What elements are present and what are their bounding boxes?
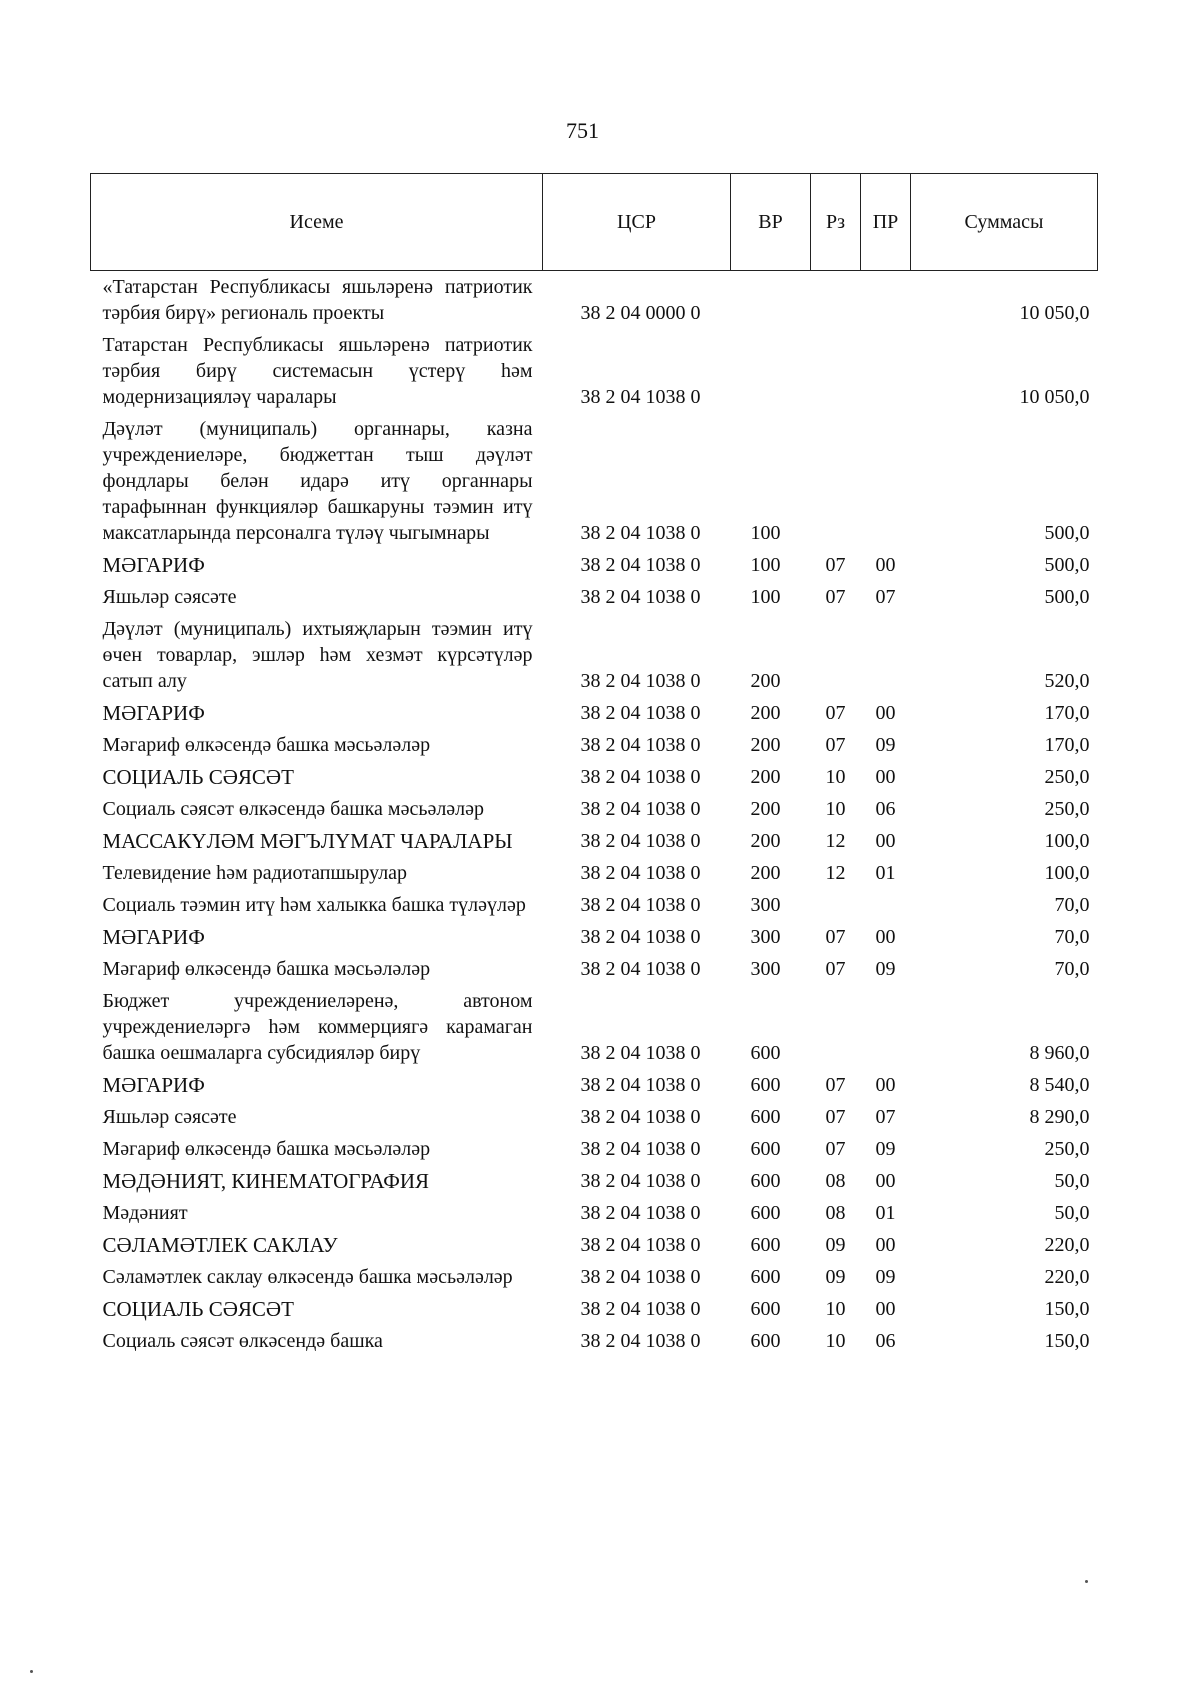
cell-sum: 250,0 — [1044, 766, 1090, 788]
cell-rz: 07 — [825, 926, 846, 948]
cell-vr: 200 — [750, 830, 781, 852]
cell-sum: 220,0 — [1044, 1266, 1090, 1288]
cell-vr: 600 — [750, 1298, 781, 1320]
cell-name: Социаль сәясәт өлкәсендә башка — [102, 1330, 383, 1352]
cell-csr: 38 2 04 1038 0 — [580, 586, 701, 608]
table-row — [91, 1133, 1098, 1165]
cell-rz — [811, 889, 861, 921]
cell-name: Мәдәният — [102, 1202, 188, 1224]
cell-sum: 170,0 — [1044, 734, 1090, 756]
cell-vr: 200 — [750, 734, 781, 756]
cell-name: МӘГАРИФ — [102, 1073, 205, 1097]
table-row — [91, 1197, 1098, 1229]
cell-vr: 300 — [750, 958, 781, 980]
table-row — [91, 1101, 1098, 1133]
cell-sum: 220,0 — [1044, 1234, 1090, 1256]
cell-rz: 07 — [825, 1074, 846, 1096]
cell-csr: 38 2 04 0000 0 — [580, 302, 701, 324]
cell-vr: 200 — [750, 766, 781, 788]
cell-rz: 10 — [825, 766, 846, 788]
cell-rz — [811, 413, 861, 549]
cell-name: Социаль тәэмин итү һәм халыкка башка түләүләр — [102, 894, 526, 916]
cell-sum: 250,0 — [1044, 1138, 1090, 1160]
cell-sum: 10 050,0 — [1019, 386, 1090, 408]
header-vr: ВР — [731, 174, 811, 271]
cell-rz: 07 — [825, 958, 846, 980]
table-row — [91, 329, 1098, 413]
cell-vr: 100 — [750, 522, 781, 544]
cell-pr — [861, 889, 911, 921]
cell-vr — [731, 271, 811, 330]
table-row — [91, 921, 1098, 953]
cell-csr: 38 2 04 1038 0 — [580, 894, 701, 916]
cell-sum: 100,0 — [1044, 830, 1090, 852]
cell-pr: 07 — [875, 1106, 896, 1128]
cell-pr: 06 — [875, 798, 896, 820]
cell-sum: 170,0 — [1044, 702, 1090, 724]
cell-rz: 10 — [825, 798, 846, 820]
cell-sum: 70,0 — [1054, 926, 1090, 948]
cell-pr: 06 — [875, 1330, 896, 1352]
page-number: 751 — [566, 118, 599, 143]
cell-rz — [811, 271, 861, 330]
cell-name: МАССАКҮЛӘМ МӘГЪЛҮМАТ ЧАРАЛАРЫ — [102, 829, 513, 853]
cell-csr: 38 2 04 1038 0 — [580, 554, 701, 576]
cell-rz: 07 — [825, 1138, 846, 1160]
header-sum: Суммасы — [911, 174, 1098, 271]
table-row — [91, 1293, 1098, 1325]
cell-pr: 09 — [875, 1138, 896, 1160]
cell-rz: 12 — [825, 862, 846, 884]
cell-pr — [861, 413, 911, 549]
cell-pr: 09 — [875, 958, 896, 980]
cell-pr: 00 — [875, 1234, 896, 1256]
header-name: Исеме — [91, 174, 543, 271]
table-row — [91, 613, 1098, 697]
cell-pr: 00 — [875, 1170, 896, 1192]
table-row — [91, 889, 1098, 921]
cell-sum: 100,0 — [1044, 862, 1090, 884]
cell-csr: 38 2 04 1038 0 — [580, 798, 701, 820]
cell-pr: 00 — [875, 926, 896, 948]
cell-rz: 07 — [825, 734, 846, 756]
cell-name: МӘГАРИФ — [102, 553, 205, 577]
cell-pr: 00 — [875, 766, 896, 788]
scan-speck — [30, 1670, 33, 1673]
table-row — [91, 581, 1098, 613]
cell-name: МӘГАРИФ — [102, 925, 205, 949]
table-header-row — [91, 174, 1098, 271]
table-row — [91, 985, 1098, 1069]
table-row — [91, 1069, 1098, 1101]
header-pr: ПР — [861, 174, 911, 271]
table-row — [91, 857, 1098, 889]
table-row — [91, 697, 1098, 729]
cell-rz: 09 — [825, 1234, 846, 1256]
cell-csr: 38 2 04 1038 0 — [580, 958, 701, 980]
table-body — [91, 271, 1098, 1358]
cell-name: Дәүләт (муниципаль) органнары, казна учреждениеләре, бюджеттан тыш дәүләт фондлары белән идарә итү органнары тарафыннан функцияләр башкаруны тәэмин итү максатларында персоналга түләү чыгымнары — [102, 418, 533, 544]
cell-name: Сәламәтлек саклау өлкәсендә башка мәсьәләләр — [102, 1266, 513, 1288]
cell-rz: 07 — [825, 702, 846, 724]
cell-name: СӘЛАМӘТЛЕК САКЛАУ — [102, 1233, 338, 1257]
table-row — [91, 825, 1098, 857]
cell-csr: 38 2 04 1038 0 — [580, 1042, 701, 1064]
cell-sum: 50,0 — [1054, 1170, 1090, 1192]
table-row — [91, 413, 1098, 549]
cell-pr: 07 — [875, 586, 896, 608]
cell-vr: 600 — [750, 1266, 781, 1288]
cell-name: Татарстан Республикасы яшьләренә патриотик тәрбия бирү системасын үстерү һәм модернизацияләү чаралары — [102, 334, 533, 408]
table-row — [91, 1229, 1098, 1261]
cell-vr: 100 — [750, 586, 781, 608]
cell-name: Телевидение һәм радиотапшырулар — [102, 862, 408, 884]
cell-vr: 600 — [750, 1202, 781, 1224]
cell-vr — [731, 329, 811, 413]
cell-name: МӘГАРИФ — [102, 701, 205, 725]
cell-sum: 70,0 — [1054, 894, 1090, 916]
cell-vr: 600 — [750, 1170, 781, 1192]
cell-pr: 00 — [875, 1074, 896, 1096]
cell-vr: 600 — [750, 1074, 781, 1096]
table-row — [91, 953, 1098, 985]
cell-name: Социаль сәясәт өлкәсендә башка мәсьәләләр — [102, 798, 485, 820]
cell-vr: 100 — [750, 554, 781, 576]
cell-rz: 10 — [825, 1330, 846, 1352]
cell-name: «Татарстан Республикасы яшьләренә патриотик тәрбия бирү» региональ проекты — [102, 276, 533, 324]
cell-rz — [811, 613, 861, 697]
cell-sum: 150,0 — [1044, 1330, 1090, 1352]
cell-pr: 00 — [875, 830, 896, 852]
cell-sum: 250,0 — [1044, 798, 1090, 820]
cell-sum: 8 960,0 — [1029, 1042, 1090, 1064]
cell-rz: 10 — [825, 1298, 846, 1320]
cell-vr: 200 — [750, 862, 781, 884]
cell-csr: 38 2 04 1038 0 — [580, 766, 701, 788]
cell-sum: 520,0 — [1044, 670, 1090, 692]
table-row — [91, 1325, 1098, 1357]
cell-csr: 38 2 04 1038 0 — [580, 1298, 701, 1320]
header-rz: Рз — [811, 174, 861, 271]
cell-sum: 500,0 — [1044, 586, 1090, 608]
cell-vr: 200 — [750, 670, 781, 692]
table-row — [91, 1261, 1098, 1293]
cell-csr: 38 2 04 1038 0 — [580, 862, 701, 884]
cell-rz: 07 — [825, 586, 846, 608]
cell-csr: 38 2 04 1038 0 — [580, 1170, 701, 1192]
cell-pr: 00 — [875, 702, 896, 724]
cell-rz: 07 — [825, 1106, 846, 1128]
cell-name: Мәгариф өлкәсендә башка мәсьәләләр — [102, 1138, 431, 1160]
cell-vr: 300 — [750, 894, 781, 916]
cell-pr — [861, 271, 911, 330]
budget-table — [90, 173, 1098, 1357]
cell-name: Мәгариф өлкәсендә башка мәсьәләләр — [102, 958, 431, 980]
cell-csr: 38 2 04 1038 0 — [580, 1330, 701, 1352]
cell-csr: 38 2 04 1038 0 — [580, 702, 701, 724]
cell-csr: 38 2 04 1038 0 — [580, 734, 701, 756]
cell-name: МӘДӘНИЯТ, КИНЕМАТОГРАФИЯ — [102, 1169, 430, 1193]
cell-sum: 500,0 — [1044, 554, 1090, 576]
table-row — [91, 793, 1098, 825]
table-row — [91, 761, 1098, 793]
cell-name: Бюджет учреждениеләренә, автоном учреждениеләргә һәм коммерциягә карамаган башка оешмаларга субсидияләр бирү — [102, 990, 533, 1064]
cell-csr: 38 2 04 1038 0 — [580, 1202, 701, 1224]
cell-rz: 12 — [825, 830, 846, 852]
cell-csr: 38 2 04 1038 0 — [580, 1266, 701, 1288]
cell-sum: 8 290,0 — [1029, 1106, 1090, 1128]
cell-sum: 50,0 — [1054, 1202, 1090, 1224]
cell-name: Мәгариф өлкәсендә башка мәсьәләләр — [102, 734, 431, 756]
cell-pr: 09 — [875, 734, 896, 756]
cell-csr: 38 2 04 1038 0 — [580, 1106, 701, 1128]
cell-sum: 10 050,0 — [1019, 302, 1090, 324]
cell-csr: 38 2 04 1038 0 — [580, 830, 701, 852]
cell-vr: 200 — [750, 798, 781, 820]
cell-pr: 00 — [875, 1298, 896, 1320]
cell-name: СОЦИАЛЬ СӘЯСӘТ — [102, 1297, 294, 1321]
cell-vr: 200 — [750, 702, 781, 724]
cell-pr: 01 — [875, 862, 896, 884]
cell-rz — [811, 329, 861, 413]
cell-pr: 01 — [875, 1202, 896, 1224]
cell-vr: 600 — [750, 1106, 781, 1128]
header-csr: ЦСР — [543, 174, 731, 271]
cell-pr — [861, 985, 911, 1069]
cell-csr: 38 2 04 1038 0 — [580, 386, 701, 408]
cell-rz — [811, 985, 861, 1069]
cell-rz: 09 — [825, 1266, 846, 1288]
cell-vr: 300 — [750, 926, 781, 948]
cell-vr: 600 — [750, 1138, 781, 1160]
cell-rz: 08 — [825, 1202, 846, 1224]
cell-pr: 09 — [875, 1266, 896, 1288]
table-row — [91, 729, 1098, 761]
cell-sum: 500,0 — [1044, 522, 1090, 544]
cell-pr — [861, 329, 911, 413]
cell-pr: 00 — [875, 554, 896, 576]
cell-vr: 600 — [750, 1234, 781, 1256]
cell-csr: 38 2 04 1038 0 — [580, 670, 701, 692]
cell-name: Яшьләр сәясәте — [102, 586, 237, 608]
cell-name: Дәүләт (муниципаль) ихтыяҗларын тәэмин итү өчен товарлар, эшләр һәм хезмәт күрсәтүләр сатып алу — [102, 618, 533, 692]
cell-name: СОЦИАЛЬ СӘЯСӘТ — [102, 765, 294, 789]
cell-name: Яшьләр сәясәте — [102, 1106, 237, 1128]
scan-speck — [1085, 1580, 1088, 1583]
cell-csr: 38 2 04 1038 0 — [580, 1138, 701, 1160]
cell-sum: 8 540,0 — [1029, 1074, 1090, 1096]
cell-rz: 07 — [825, 554, 846, 576]
cell-sum: 70,0 — [1054, 958, 1090, 980]
cell-csr: 38 2 04 1038 0 — [580, 522, 701, 544]
cell-rz: 08 — [825, 1170, 846, 1192]
cell-sum: 150,0 — [1044, 1298, 1090, 1320]
table-header — [91, 174, 1098, 271]
cell-csr: 38 2 04 1038 0 — [580, 1074, 701, 1096]
table-row — [91, 549, 1098, 581]
cell-pr — [861, 613, 911, 697]
cell-vr: 600 — [750, 1042, 781, 1064]
table-row — [91, 271, 1098, 330]
cell-csr: 38 2 04 1038 0 — [580, 926, 701, 948]
cell-vr: 600 — [750, 1330, 781, 1352]
table-row — [91, 1165, 1098, 1197]
cell-csr: 38 2 04 1038 0 — [580, 1234, 701, 1256]
